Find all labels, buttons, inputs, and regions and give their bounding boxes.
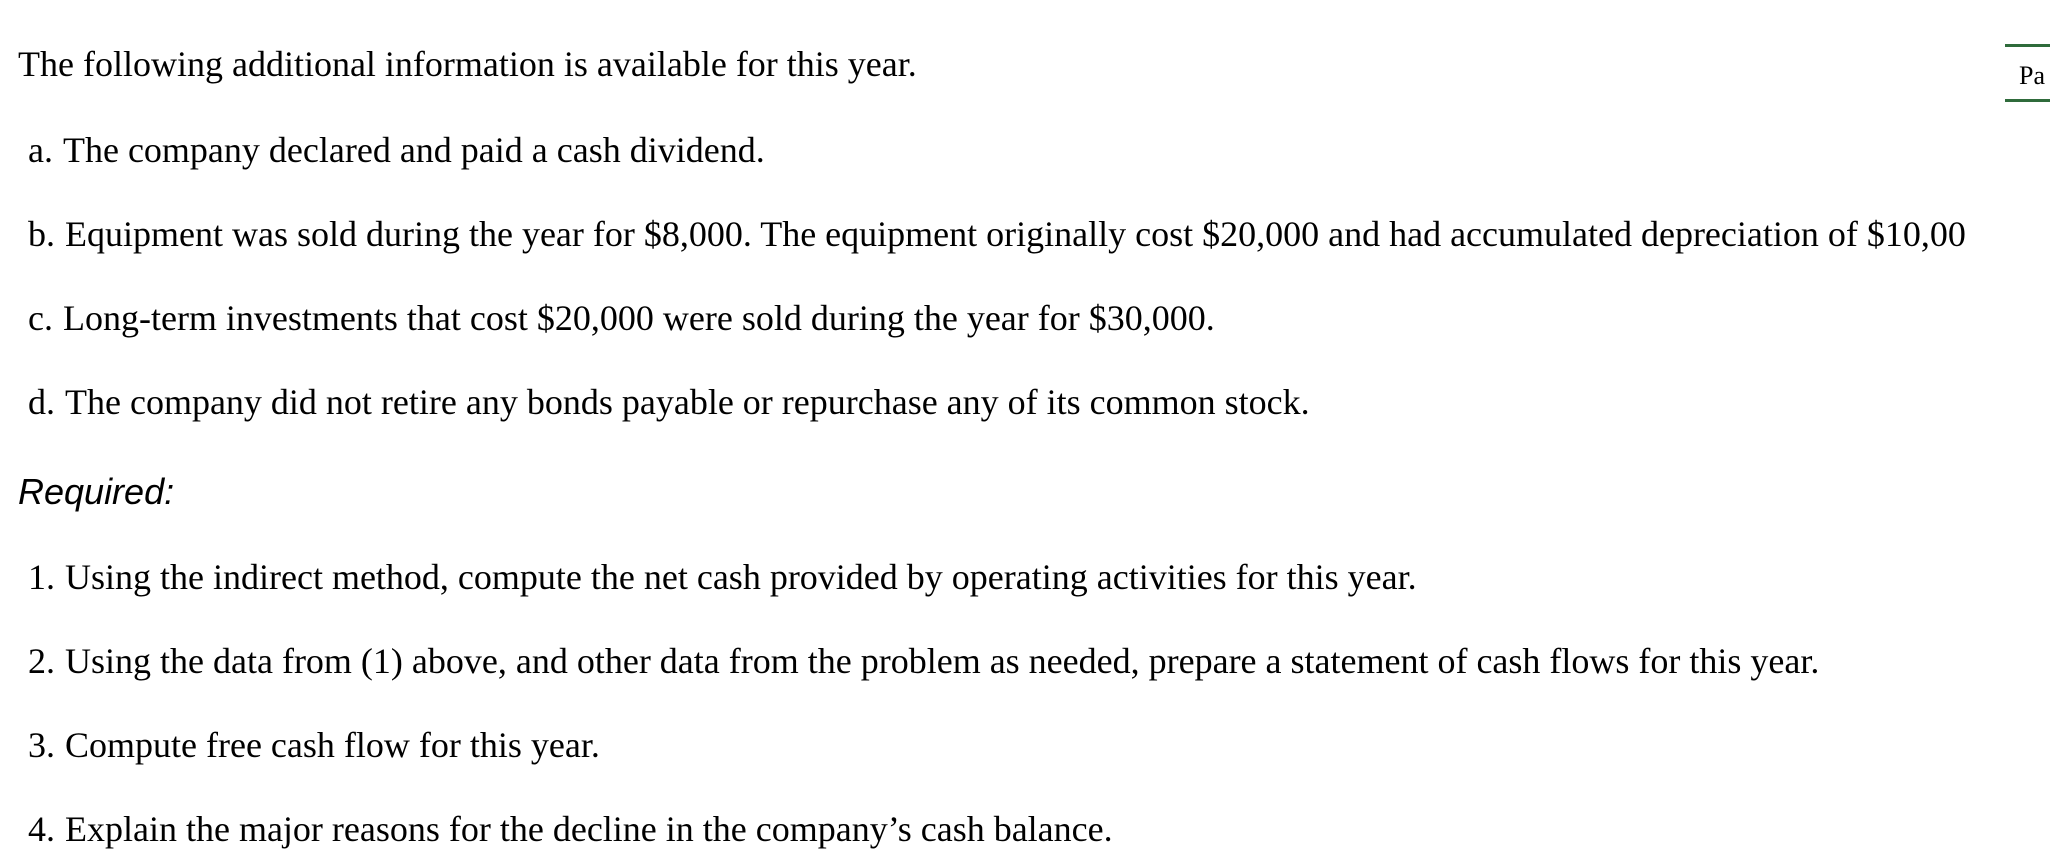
requirement-text: Compute free cash flow for this year. [65, 725, 600, 765]
fact-item-d [28, 378, 1310, 426]
fact-marker: c. [28, 298, 53, 338]
fact-text: The company declared and paid a cash dividend. [62, 130, 765, 170]
fact-text: Equipment was sold during the year for $8,000. The equipment originally cost $20,000 and had accumulated depreciation of $10,00 [65, 214, 1966, 254]
fact-text: Long-term investments that cost $20,000 were sold during the year for $30,000. [62, 298, 1215, 338]
requirement-marker: 2. [28, 641, 55, 681]
requirement-item-3 [28, 721, 600, 769]
requirement-text: Using the indirect method, compute the net cash provided by operating activities for this year. [65, 557, 1417, 597]
fact-item-b [28, 210, 1966, 258]
requirement-text: Explain the major reasons for the decline in the company’s cash balance. [65, 809, 1113, 849]
requirement-marker: 3. [28, 725, 55, 765]
requirement-item-1 [28, 553, 1417, 601]
requirement-marker: 4. [28, 809, 55, 849]
fact-marker: d. [28, 382, 55, 422]
page-tab[interactable]: Pa [2005, 44, 2050, 102]
intro-text: The following additional information is available for this year. [18, 44, 917, 84]
fact-marker: b. [28, 214, 55, 254]
fact-item-c [28, 294, 1215, 342]
requirement-text: Using the data from (1) above, and other data from the problem as needed, prepare a statement of cash flows for this year. [65, 641, 1820, 681]
requirement-marker: 1. [28, 557, 55, 597]
fact-marker: a. [28, 130, 53, 170]
fact-text: The company did not retire any bonds payable or repurchase any of its common stock. [65, 382, 1310, 422]
fact-item-a [28, 126, 765, 174]
requirement-item-4 [28, 805, 1113, 853]
requirement-item-2 [28, 637, 1819, 685]
required-heading: Required: [18, 471, 175, 512]
